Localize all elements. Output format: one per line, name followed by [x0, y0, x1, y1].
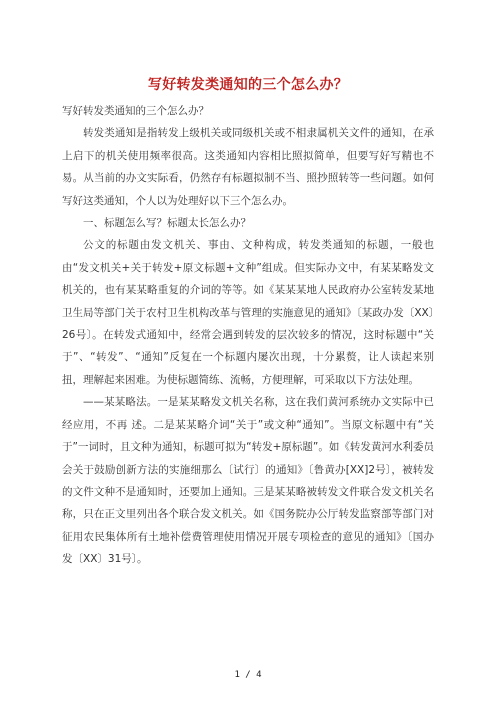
body-paragraph-4: ——某某略法。一是某某略发文机关名称，这在我们黄河系统办文实际中已经应用，不再 述。二是某某略介词“关于”或文种“通知”。当原文标题中有“关于”一词时，且文种为通知，标题可拟为“转发+原标题”。如《转发黄河水利委员会关于鼓励创新方法的实施细那么〔试行〕的通知》〔鲁黄办[XX]2号〕，被转发的文件文种不是通知时，还要加上通知。三是某某略被转发文件联合发文机关名称，只在正文里列出各个联合发文机关。如《国务院办公厅转发监察部等部门对征用农民集体所有土地补偿费管理使用情况开展专项检查的意见的通知》〔国办发〔XX〕31号〕。	[62, 396, 434, 566]
body-paragraph-2: 转发类通知是指转发上级机关或同级机关或不相隶属机关文件的通知，在承上启下的机关使用频率很高。这类通知内容相比照拟简单，但要写好写精也不易。从当前的办文实际看，仍然存有标题拟制不当、照抄照转等一些问题。如何写好这类通知，个人以为处理好以下三个怎么办。	[62, 127, 434, 207]
body-paragraph-3: 公文的标题由发文机关、事由、文种构成，转发类通知的标题，一般也由“发文机关+关于转发+原文标题+文种”组成。但实际办文中，有某某略发文机关的，也有某某略重复的介词的等等。如《某某某地人民政府办公室转发某地卫生局等部门关于农村卫生机构改革与管理的实施意见的通知》〔某政办发〔XX〕26号〕。在转发式通知中，经常会遇到转发的层次较多的情况，这时标题中“关于”、“转发”、“通知”反复在一个标题内屡次出现，十分累赘，让人读起来别扭，理解起来困难。为使标题简练、流畅，方便理解，可采取以下方法处理。	[62, 239, 434, 386]
body-paragraph-1: 写好转发类通知的三个怎么办？	[62, 105, 209, 117]
page-indicator: 1 / 4	[234, 670, 262, 680]
document-body	[62, 100, 434, 571]
document-title: 写好转发类通知的三个怎么办？	[147, 77, 349, 93]
section-heading-1: 一、标题怎么写？标题太长怎么办？	[83, 217, 251, 230]
